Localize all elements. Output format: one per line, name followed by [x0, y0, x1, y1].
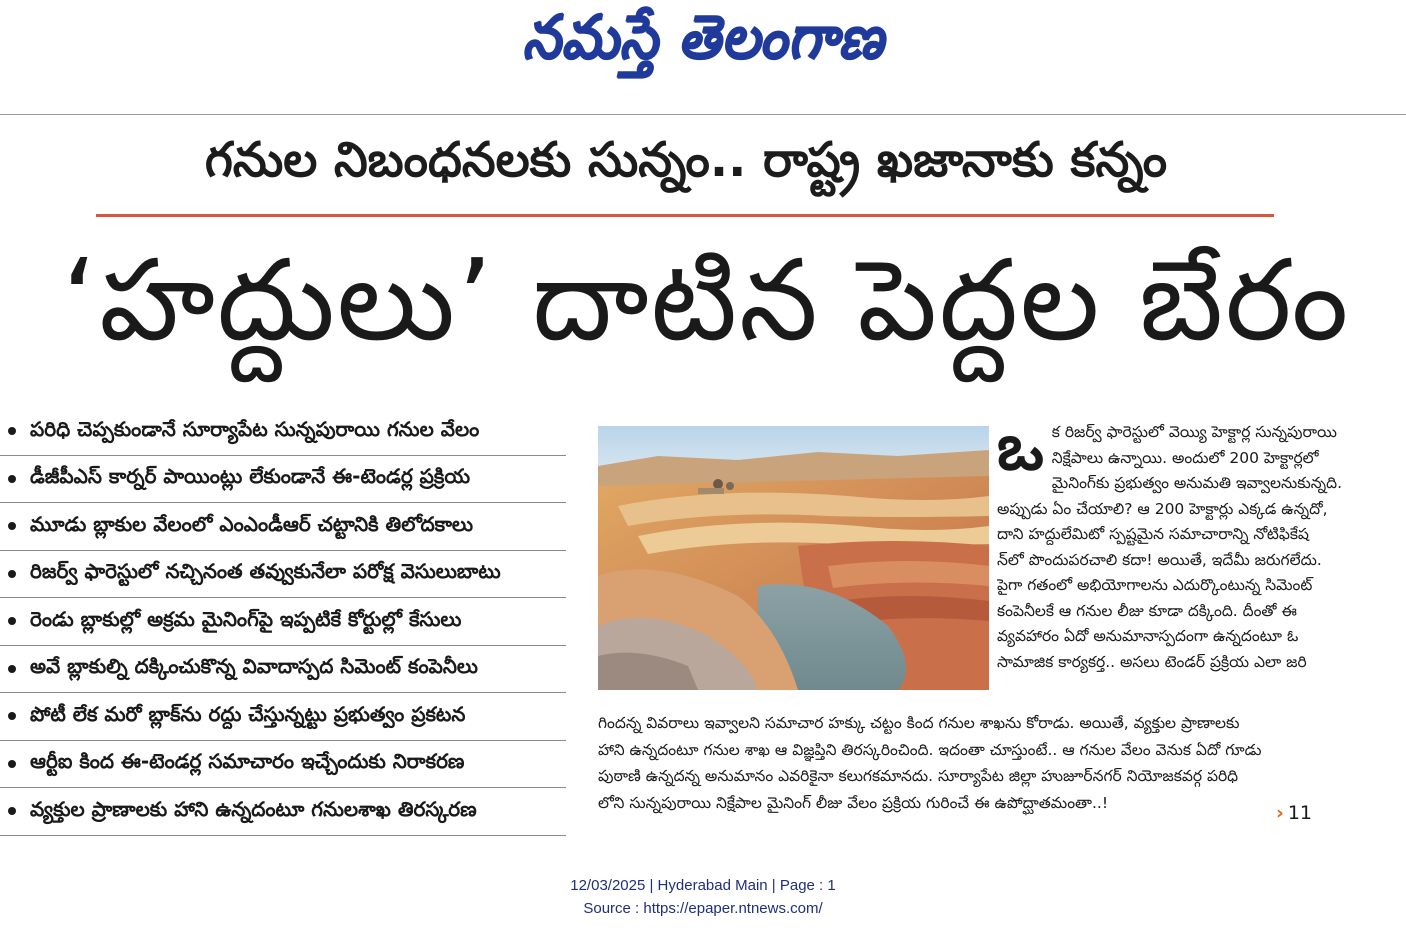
article-line: పైగా గతంలో అభియోగాలను ఎదుర్కొంటున్న సిమెంట్ — [997, 576, 1313, 594]
highlight-item: మూడు బ్లాకుల వేలంలో ఎంఎండీఆర్ చట్టానికి తిలోదకాలు — [0, 503, 566, 551]
bullet-icon — [8, 570, 16, 578]
mine-photo — [598, 426, 989, 690]
article-line: పుఠాణి ఉన్నదన్న అనుమానం ఎవరికైనా కలుగకమానదు. సూర్యాపేట జిల్లా హుజూర్‌నగర్ నియోజకవర్గ పరిధి — [598, 767, 1239, 785]
article-line: మైనింగ్‌కు ప్రభుత్వం అనుమతి ఇవ్వాలనుకున్నది. — [1051, 474, 1343, 492]
article-line: సామాజిక కార్యకర్త.. అసలు టెండర్ ప్రక్రియ ఎలా జరి — [997, 652, 1307, 671]
highlight-item: పరిధి చెప్పకుండానే సూర్యాపేట సున్నపురాయి గనుల వేలం — [0, 408, 566, 456]
footer-edition-info: 12/03/2025 | Hyderabad Main | Page : 1 — [570, 877, 836, 894]
bullet-icon — [8, 807, 16, 815]
article-line: దాని హద్దులేమిటో స్పష్టమైన సమాచారాన్ని నోటిఫికేష — [997, 525, 1309, 543]
bullet-icon — [8, 665, 16, 673]
newspaper-logo: నమస్తే తెలంగాణ — [522, 1, 884, 72]
article-line: కంపెనీలకే ఆ గనుల లీజు కూడా దక్కింది. దీంతో ఈ — [997, 601, 1297, 620]
highlights-list — [0, 408, 566, 836]
continued-on-page[interactable] — [1276, 802, 1312, 824]
kicker-headline: గనుల నిబంధనలకు సున్నం.. రాష్ట్ర ఖజానాకు కన్నం — [204, 132, 1168, 188]
article-line: న్‌లో పొందుపరచాలి కదా! అయితే, ఇదేమీ జరుగలేదు. — [997, 550, 1322, 569]
highlight-item: వ్యక్తుల ప్రాణాలకు హాని ఉన్నదంటూ గనులశాఖ తిరస్కరణ — [0, 788, 566, 836]
limestone-quarry-image — [598, 426, 989, 690]
article-line: నిక్షేపాలు ఉన్నాయి. అందులో 200 హెక్టార్లలో — [1051, 448, 1319, 467]
article-line: వ్యవహారం ఏదో అనుమానాస్పదంగా ఉన్నదంటూ ఓ — [997, 627, 1299, 645]
article-line: అప్పుడు ఏం చేయాలి? ఆ 200 హెక్టార్లు ఎక్కడ ఉన్నదో, — [997, 499, 1328, 518]
bullet-icon — [8, 427, 16, 435]
highlight-item: పోటీ లేక మరో బ్లాక్‌ను రద్దు చేస్తున్నట్టు ప్రభుత్వం ప్రకటన — [0, 693, 566, 741]
page-footer — [0, 874, 1406, 920]
article-line: గిందన్న వివరాలు ఇవ్వాలని సమాచార హక్కు చట్టం కింద గనుల శాఖను కోరాడు. అయితే, వ్యక్తుల ప్రాణాలకు — [598, 714, 1240, 732]
highlight-item: రెండు బ్లాకుల్లో అక్రమ మైనింగ్‌పై ఇప్పటికే కోర్టుల్లో కేసులు — [0, 598, 566, 646]
bullet-icon — [8, 712, 16, 720]
highlight-item: అవే బ్లాకుల్ని దక్కించుకొన్న వివాదాస్పద సిమెంట్ కంపెనీలు — [0, 646, 566, 694]
drop-cap: ఒ — [997, 411, 1044, 485]
bullet-icon — [8, 522, 16, 530]
article-line: లోని సున్నపురాయి నిక్షేపాల మైనింగ్ లీజు వేలం ప్రక్రియ గురించే ఈ ఉపోద్ఘాతమంతా..! — [598, 793, 1109, 812]
continued-page-number: 11 — [1287, 802, 1313, 824]
masthead — [0, 0, 1406, 90]
article-line: హాని ఉన్నదంటూ గనుల శాఖ ఆ విజ్ఞప్తిని తిరస్కరించింది. ఇదంతా చూస్తుంటే.. ఆ గనుల వేలం వెనుక ఏదో గూడు — [598, 740, 1262, 759]
article-body — [997, 411, 1389, 675]
article-body-continued — [598, 710, 1388, 816]
bullet-icon — [8, 760, 16, 768]
footer-source-link[interactable]: Source : https://epaper.ntnews.com/ — [583, 900, 823, 917]
highlight-item: రిజర్వ్ ఫారెస్టులో నచ్చినంత తవ్వుకునేలా పరోక్ష వెసులుబాటు — [0, 551, 566, 599]
masthead-divider — [0, 114, 1406, 115]
bullet-icon — [8, 617, 16, 625]
chevron-right-icon: › — [1276, 802, 1284, 824]
article-line: క రిజర్వ్ ఫారెస్టులో వెయ్యి హెక్టార్ల సున్నపురాయి — [1051, 423, 1337, 441]
bullet-icon — [8, 475, 16, 483]
highlight-item: డీజీపీఎస్ కార్నర్ పాయింట్లు లేకుండానే ఈ-టెండర్ల ప్రక్రియ — [0, 456, 566, 504]
highlight-item: ఆర్టీఐ కింద ఈ-టెండర్ల సమాచారం ఇచ్చేందుకు నిరాకరణ — [0, 741, 566, 789]
main-headline: ‘హద్దులు’ దాటిన పెద్దల బేరం — [61, 236, 1351, 366]
kicker-underline — [96, 214, 1274, 217]
